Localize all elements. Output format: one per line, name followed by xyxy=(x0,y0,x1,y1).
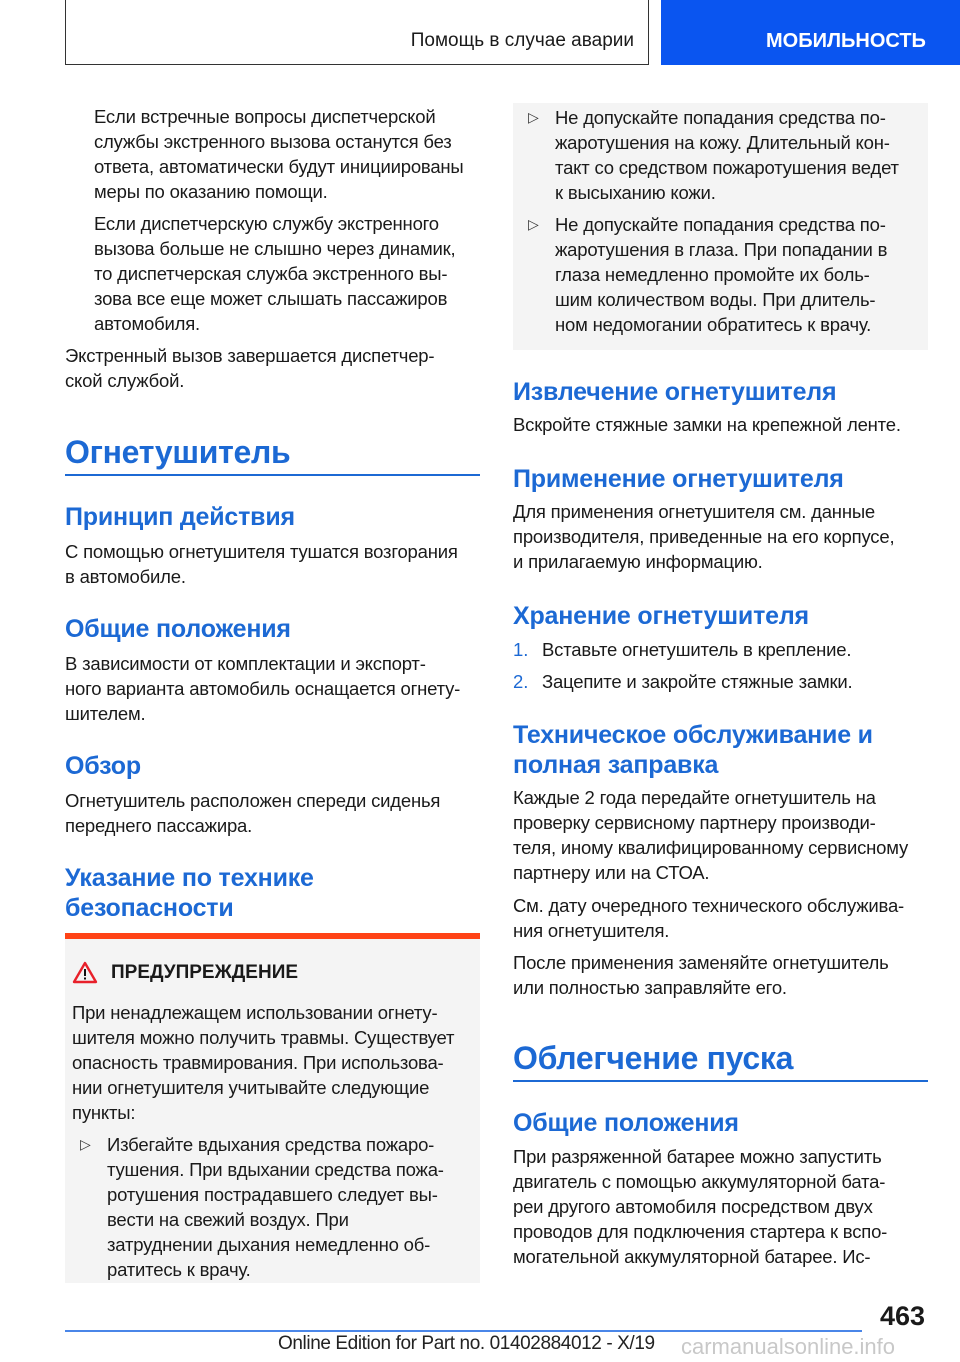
step-number: 1. xyxy=(513,639,529,660)
warning-text: При ненадлежащем использовании огнету- шителя можно получить травмы. Существует опасность травмирования. При использова- нии огнетушителя учитывайте следующие пункты: xyxy=(72,1002,455,1123)
paragraph: Если диспетчерскую службу экстренного вызова больше не слышно через динамик, то диспетчерская служба экстренного вы- зова все еще может слышать пассажиров автомобиля. xyxy=(94,213,456,334)
bullet-text: Не допускайте попадания средства по- жаротушения на кожу. Длительный кон- такт со средством пожаротушения ведет к высыханию кожи. xyxy=(555,107,899,203)
heading-principle: Принцип действия xyxy=(65,503,295,531)
bullet-text: Избегайте вдыхания средства пожаро- тушения. При вдыхании средства пожа- ротушения пострадавшего следует вы- вести на свежий воздух. При затруднении дыхания немедленно об- ратитесь к врачу. xyxy=(107,1134,444,1280)
heading-store: Хранение огнетушителя xyxy=(513,602,809,630)
footer-watermark: carmanualsonline.info xyxy=(681,1334,896,1359)
paragraph: В зависимости от комплектации и экспорт- ного варианта автомобиль оснащается огнету- шителем. xyxy=(65,653,461,724)
paragraph: Для применения огнетушителя см. данные производителя, приведенные на его корпусе, и прилагаемую информацию. xyxy=(513,501,895,572)
heading-general: Общие положения xyxy=(513,1109,739,1137)
section-rule xyxy=(65,474,480,476)
footer-rule xyxy=(65,1330,862,1332)
step-text: Вставьте огнетушитель в крепление. xyxy=(542,639,852,660)
step-number: 2. xyxy=(513,671,529,692)
header-section-title: Помощь в случае аварии xyxy=(410,30,634,51)
paragraph: При разряженной батарее можно запустить двигатель с помощью аккумуляторной бата- реи другого автомобиля посредством двух проводов для подключения стартера к вспо- могательной аккумуляторной батарее. Ис- xyxy=(513,1146,888,1267)
page-number: 463 xyxy=(880,1301,926,1331)
step-text: Зацепите и закройте стяжные замки. xyxy=(542,671,853,692)
paragraph: См. дату очередного технического обслужива- ния огнетушителя. xyxy=(513,895,905,941)
step-item xyxy=(513,669,852,694)
triangle-bullet-icon: ▷ xyxy=(80,1136,91,1152)
warning-box xyxy=(65,933,480,1283)
header-chapter-tab xyxy=(661,0,960,65)
paragraph: После применения заменяйте огнетушитель или полностью заправляйте его. xyxy=(513,952,889,998)
warning-header xyxy=(72,961,298,984)
bullet-text: Не допускайте попадания средства по- жаротушения в глаза. При попадании в глаза немедленно промойте их боль- шим количеством воды. При длитель- ном недомогании обратитесь к врачу. xyxy=(555,214,888,335)
paragraph: Вскройте стяжные замки на крепежной ленте. xyxy=(513,414,901,435)
paragraph: Каждые 2 года передайте огнетушитель на проверку сервисному партнеру производи- теля, иному квалифицированному сервисному партнеру или на СТОА. xyxy=(513,787,909,883)
paragraph: Огнетушитель расположен спереди сиденья переднего пассажира. xyxy=(65,790,441,836)
section-rule xyxy=(513,1080,928,1082)
paragraph: Если встречные вопросы диспетчерской службы экстренного вызова останутся без ответа, автоматически будут инициированы меры по оказанию помощи. xyxy=(94,106,464,202)
header-chapter-title: МОБИЛЬНОСТЬ xyxy=(766,30,926,52)
warning-bullet xyxy=(528,212,887,337)
footer-edition: Online Edition for Part no. 01402884012 - X/19 xyxy=(278,1333,655,1354)
heading-use: Применение огнетушителя xyxy=(513,465,844,493)
heading-general: Общие положения xyxy=(65,615,291,643)
section-title-jump-start: Облегчение пуска xyxy=(513,1040,794,1076)
triangle-bullet-icon: ▷ xyxy=(528,216,539,232)
triangle-bullet-icon: ▷ xyxy=(528,109,539,125)
heading-maintenance: Техническое обслуживание и полная заправка xyxy=(513,721,873,779)
step-item xyxy=(513,637,851,662)
warning-triangle-icon xyxy=(72,961,98,984)
heading-safety: Указание по технике безопасности xyxy=(65,864,314,922)
paragraph: Экстренный вызов завершается диспетчер- ской службой. xyxy=(65,345,435,391)
paragraph: С помощью огнетушителя тушатся возгорания в автомобиле. xyxy=(65,541,458,587)
warning-title: ПРЕДУПРЕЖДЕНИЕ xyxy=(111,961,299,983)
warning-continuation-box xyxy=(513,103,928,350)
warning-bullet xyxy=(80,1132,444,1282)
header-section-box xyxy=(65,0,649,65)
warning-bullet xyxy=(528,105,899,205)
heading-remove: Извлечение огнетушителя xyxy=(513,378,837,406)
heading-overview: Обзор xyxy=(65,752,141,780)
section-title-extinguisher: Огнетушитель xyxy=(65,434,291,470)
